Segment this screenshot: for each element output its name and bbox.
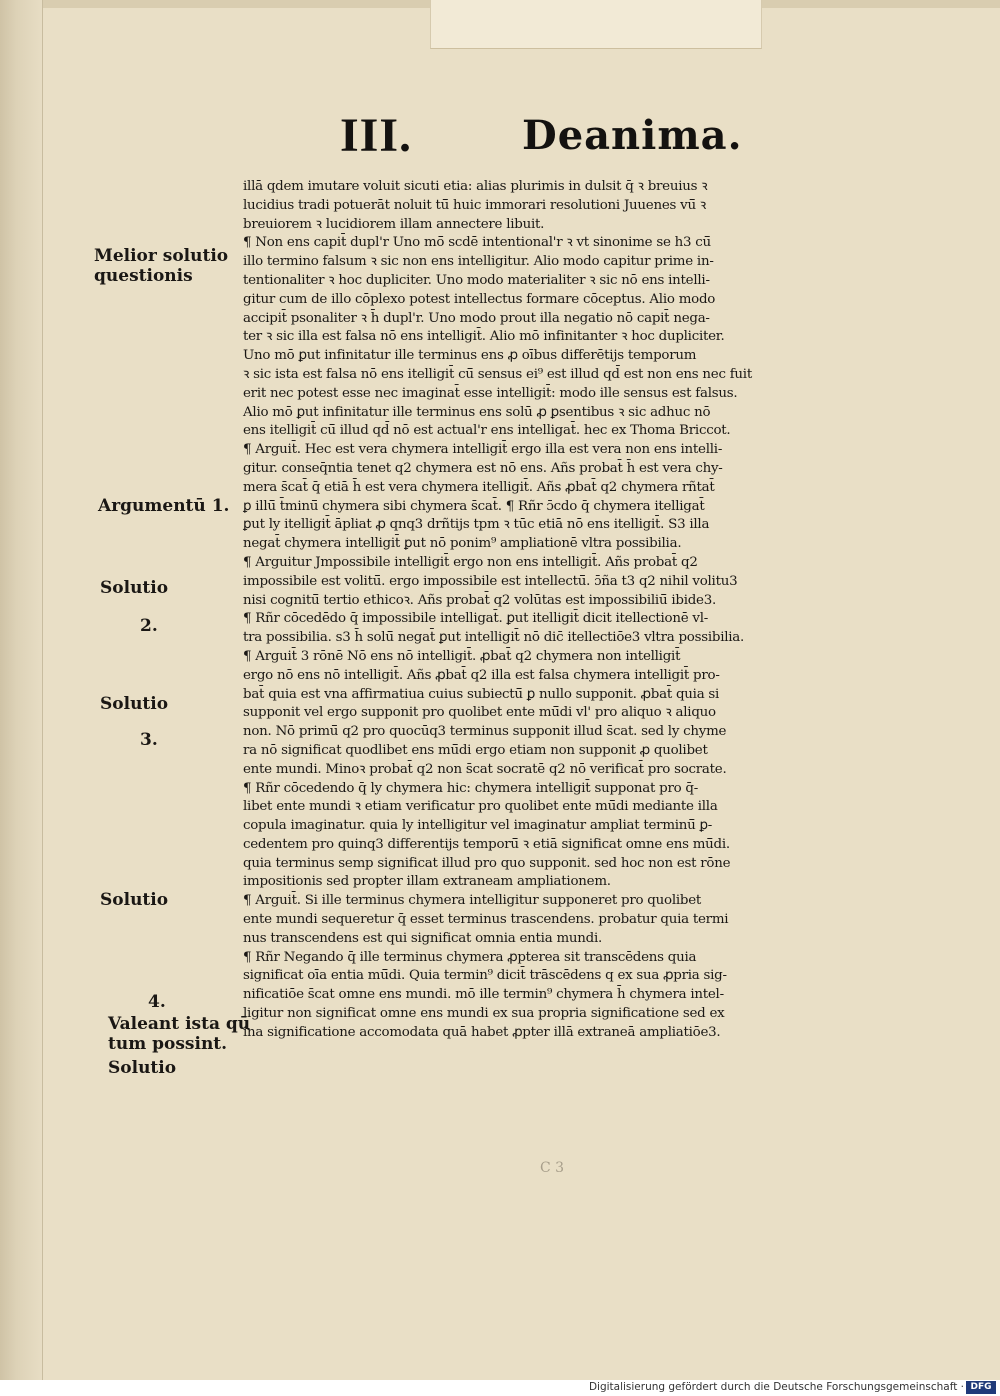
text-line: supponit vel ergo supponit pro quolibet ente mū̄di vl' pro aliquo ꝛ aliquo xyxy=(243,705,716,721)
text-line: cedentem pro quinq3 differentijs temporū̄ ꝛ etiā significat omne ens mū̄di. xyxy=(243,836,730,852)
text-line: ¶ Arguit̄. Hec est vera chymera intelligit̄ ergo illa est vera non ens intelli- xyxy=(243,442,723,458)
text-line: ¶ Arguit̄. Si ille terminus chymera intelligitur supponeret pro quolibet xyxy=(243,893,702,909)
footer-credit: Digitalisierung gefördert durch die Deutsche Forschungsgemeinschaft · xyxy=(588,1381,964,1393)
margin-notes xyxy=(0,0,251,1380)
paper-tab xyxy=(430,0,762,49)
text-line: ¶ Arguitur Jmpossibile intelligit̄ ergo non ens intelligit̄. Añs probat̄ q2 xyxy=(243,554,698,570)
margin-note-number-2: 2. xyxy=(140,616,158,636)
text-line: illo termino falsum ꝛ sic non ens intelligitur. Alio modo capitur prime in- xyxy=(243,254,714,270)
text-line: ente mundi sequeretur q̄ esset terminus trascendens. probatur quia termi xyxy=(243,912,729,928)
signature-mark: C 3 xyxy=(540,1160,565,1176)
text-line: gitur cum de illo cōplexo potest intellectus formare cōceptus. Alio modo xyxy=(243,291,716,307)
text-line: nisi cognitū̄ tertio ethicoꝛ. Añs probat̄ q2 volūtas est impossibiliū̄ ibide3. xyxy=(243,592,717,608)
text-line: ergo nō ens nō intelligit̄. Añs ꝓbat̄ q2 illa est falsa chymera intelligit̄ pro- xyxy=(243,667,720,683)
text-line: ꝑut ly itelligit̄ āpliat ꝓ qnq3 drñtijs tpm ꝛ tūc etiā nō ens itelligit̄. S3 illa xyxy=(243,517,710,533)
text-line: ¶ Rñr cōcedēdo q̄ impossibile intelligat̄. ꝑut itelligit̄ dicit itellectionē vl- xyxy=(243,611,709,627)
text-line: mera s̄cat̄ q̄ etiā h̄ est vera chymera itelligit̄. Añs ꝓbat̄ q2 chymera rñtat̄ xyxy=(243,479,715,495)
text-line: illā qdem imutare voluit sicuti etia: alias plurimis in dulsit q̄ ꝛ breuius ꝛ xyxy=(243,179,708,194)
text-line: tra possibilia. s3 h̄ solū̄ negat̄ ꝑut intelligit̄ nō dic̄ itellectiōe3 vltra possibilia. xyxy=(243,630,745,646)
text-line: tentionaliter ꝛ hoc dupliciter. Uno modo materialiter ꝛ sic nō ens intelli- xyxy=(243,272,710,288)
text-line: significat oīa entia mū̄di. Quia termin⁹ dicit̄ trāscēdens q ex sua ꝓpria sig- xyxy=(243,968,727,984)
text-line: Uno mō ꝑut infinitatur ille terminus ens ꝓ oībus differētijs temporum xyxy=(243,348,697,364)
text-line: ¶ Rñr Negando q̄ ille terminus chymera ꝓpterea sit transcēdens quia xyxy=(243,949,697,965)
text-line: ligitur non significat omne ens mundi ex sua propria significatione sed ex xyxy=(243,1006,725,1022)
margin-note-argumentum-1: Argumentū 1. xyxy=(98,496,230,516)
text-line: ¶ Rñr cōcedendo q̄ ly chymera hic: chymera intelligit̄ supponat pro q̄- xyxy=(243,780,699,796)
running-title: Deanima. xyxy=(522,112,743,159)
text-line: lucidius tradi potuerāt noluit tū̄ huic immorari resolutioni Juuenes vū̄ ꝛ xyxy=(243,197,706,213)
text-line: gitur. conseq̄ntia tenet q2 chymera est nō ens. Añs probat̄ h̄ est vera chy- xyxy=(243,460,723,476)
text-line: bat̄ quia est vna affirmatiua cuius subiectū̄ ꝑ nullo supponit. ꝓbat̄ quia si xyxy=(243,686,720,702)
text-line: ina significatione accomodata quā habet ꝓpter illā extraneā ampliatiōe3. xyxy=(243,1024,721,1040)
folio-number: III. xyxy=(340,109,413,162)
text-line: Alio mō ꝑut infinitatur ille terminus ens solū ꝓ ꝑsentibus ꝛ sic adhuc nō xyxy=(243,404,711,420)
text-line: impossibile est volitū̄. ergo impossibile est intellectū̄. ɔ̄ña t3 q2 nihil volitu3 xyxy=(243,573,738,589)
text-line: erit nec potest esse nec imaginat̄ esse intelligit̄: modo ille sensus est falsus. xyxy=(243,385,738,401)
text-line: ꝛ sic ista est falsa nō ens itelligit̄ cū̄ sensus ei⁹ est illud qd̄ est non ens nec fuit xyxy=(243,366,752,382)
text-line: copula imaginatur. quia ly intelligitur vel imaginatur ampliat terminū̄ ꝑ- xyxy=(243,818,713,834)
margin-note-number-3: 3. xyxy=(140,730,158,750)
dfg-logo: DFG xyxy=(966,1381,996,1394)
text-line: accipit̄ psonaliter ꝛ h̄ dupl'r. Uno modo prout illa negatio nō capit̄ nega- xyxy=(243,310,710,326)
text-line: ens itelligit̄ cū̄ illud qd̄ nō est actual'r ens intelligat̄. hec ex Thoma Briccot. xyxy=(243,423,731,439)
text-line: breuiorem ꝛ lucidiorem illam annectere libuit. xyxy=(243,216,545,232)
digitization-footer xyxy=(0,1380,1000,1396)
text-line: ꝑ illū̄ t̄minū̄ chymera sibi chymera s̄cat̄. ¶ Rñr ɔ̄cdo q̄ chymera itelligat̄ xyxy=(243,498,705,514)
text-line: negat̄ chymera intelligit̄ ꝑut nō ponim⁹ ampliationē vltra possibilia. xyxy=(243,536,682,552)
text-line: ¶ Arguit̄ 3 rōnē Nō ens nō intelligit̄. ꝓbat̄ q2 chymera non intelligit̄ xyxy=(243,648,681,664)
margin-note-solutio-1: Solutio xyxy=(100,578,169,598)
text-line: ente mundi. Minoꝛ probat̄ q2 non s̄cat socratē q2 nō verificat̄ pro socrate. xyxy=(243,761,727,777)
page-header xyxy=(340,108,760,168)
margin-note-number-4: 4. xyxy=(148,992,166,1012)
text-line: impositionis sed propter illam extraneam ampliationem. xyxy=(243,874,611,890)
margin-note-valeant: Valeant ista qū tum possint. xyxy=(108,1014,251,1054)
main-text xyxy=(243,178,903,1043)
text-line: nus transcendens est qui significat omnia entia mundi. xyxy=(243,930,603,946)
margin-note-melior-solutio: Melior solutio questionis xyxy=(94,246,229,286)
text-line: ¶ Non ens capit̄ dupl'r Uno mō̄ scdē intentional'r ꝛ vt sinonime se h3 cū̄ xyxy=(243,235,711,251)
text-line: ter ꝛ sic illa est falsa nō ens intelligit̄. Alio mō infinitanter ꝛ hoc dupliciter. xyxy=(243,329,725,345)
text-line: nificatiōe s̄cat omne ens mundi. mō ille termin⁹ chymera h̄ chymera intel- xyxy=(243,987,724,1003)
text-line: ra nō significat quodlibet ens mū̄di ergo etiam non supponit ꝓ quolibet xyxy=(243,742,708,758)
text-line: quia terminus semp significat illud pro quo supponit. sed hoc non est rōne xyxy=(243,855,731,871)
margin-note-solutio-2: Solutio xyxy=(100,694,169,714)
text-line: non. Nō primū̄ q2 pro quocūq3 terminus supponit illud s̄cat. sed ly chyme xyxy=(243,724,727,740)
margin-note-solutio-3: Solutio xyxy=(100,890,169,910)
margin-note-solutio-4: Solutio xyxy=(108,1058,177,1078)
text-line: libet ente mundi ꝛ etiam verificatur pro quolibet ente mū̄di mediante illa xyxy=(243,799,718,815)
